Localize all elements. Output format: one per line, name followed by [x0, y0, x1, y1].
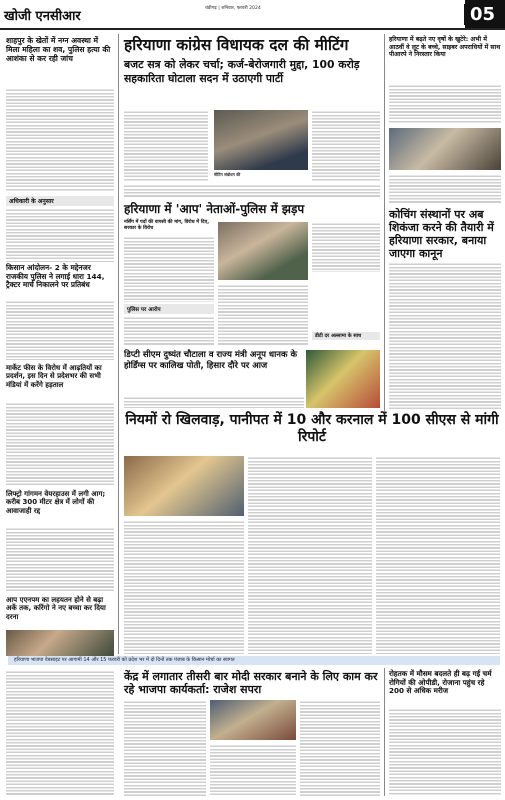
left-headline-4: मार्केट फीस के विरोध में आढ़तियों का प्रदर्शन, इस दिन से प्रदेशभर की सभी मंडियां में करेंगे हड़ताल	[6, 364, 102, 389]
article-body	[6, 402, 114, 486]
ceremony-photo	[124, 456, 244, 516]
article-body	[210, 744, 296, 796]
headline-modi-govt: केंद्र में लगातार तीसरी बार मोदी सरकार बनाने के लिए काम कर रहे भाजपा कार्यकर्ता: राजेश सपरा	[124, 670, 378, 697]
article-body	[389, 84, 501, 124]
main-subhead: बजट सत्र को लेकर चर्चा; कर्ज-बेरोजगारी मुद्दा, 100 करोड़ सहकारिता घोटाला सदन में उठाएगी पार्टी	[124, 58, 360, 85]
left-headline-3: किसान आंदोलन- 2 के मद्देनजर राजकीय पुलिस ने लगाई धारा 144, ट्रैक्टर मार्च निकालने पर प्रतिबंध	[6, 263, 105, 290]
article-body	[300, 700, 380, 796]
subhead-police-allegation: पुलिस पर आरोप	[124, 304, 214, 314]
article-body	[124, 110, 208, 182]
subhead-aap-police: हरियाणा में 'आप' नेताओं-पुलिस में झड़प	[124, 202, 305, 216]
column-divider	[118, 34, 119, 654]
protest-photo	[218, 222, 308, 280]
article-body	[389, 708, 501, 796]
left-headline-6: आप एएनपम का लहयतन होने से बढ़ा अर्के तक, करिंगो ने नए बच्चा कर दिया दरना	[6, 596, 106, 621]
article-body	[312, 222, 380, 272]
article-body	[389, 174, 501, 204]
headline-panipat-karnal: नियमों रो खिलवाड़, पानीपत में 10 और करनाल में 100 सीएस से मांगी रिपोर्ट	[125, 412, 499, 445]
right-headline-rohtak: रोहतक में मौसम बदलते ही बढ़ गई चर्म रोगियों की ओपीडी, रोजाना पहुंच रहे 200 से अधिक मरीज	[389, 669, 492, 696]
article-body	[6, 670, 114, 796]
photo-caption: मीटिंग संबोधन की	[214, 172, 241, 177]
column-divider	[384, 668, 385, 796]
article-body	[124, 236, 214, 302]
headline-hoardings: डिप्टी सीएम दुष्यंत चौटाला व राज्य मंत्री अनूप धानक के होर्डिंग्स पर कालिख पोती, हिसार दौरे पर आज	[124, 350, 298, 371]
article-body	[124, 700, 206, 796]
edition-line: चंडीगढ़ | शनिवार, फरवरी 2024	[205, 6, 261, 11]
left-headline-5: लिफ्ट्रो गांगमन वेयरहाउस में लगी आग; करीब 300 मीटर क्षेत्र में लोगों की आवाजाही रद्द	[6, 490, 106, 515]
left-photo	[6, 630, 114, 656]
article-body	[248, 456, 372, 654]
article-body	[6, 527, 114, 591]
masthead	[0, 0, 505, 30]
page-number: 05	[464, 4, 501, 25]
left-headline-1: शाहपुर के खेतों में नग्न अवस्था में मिला महिला का शव, पुलिस हत्या की आशंका से कर रही जांच	[6, 36, 111, 63]
article-body	[6, 208, 114, 262]
article-body	[389, 262, 501, 410]
article-body	[218, 284, 308, 346]
main-meeting-photo	[214, 110, 308, 170]
article-body	[6, 88, 114, 192]
worker-meeting-photo	[210, 700, 296, 740]
left-subhead-2: अधिकारी के अनुसार	[6, 196, 114, 206]
article-body	[376, 456, 500, 654]
right-headline-coaching: कोचिंग संस्थानों पर अब शिकंजा करने की तैयारी में हरियाणा सरकार, बनाया जाएगा कानून	[389, 208, 494, 260]
hoarding-photo	[306, 350, 380, 408]
article-body	[312, 110, 380, 182]
main-headline: हरियाणा कांग्रेस विधायक दल की मीटिंग	[124, 36, 349, 54]
banner-strip: हरियाणा भाजपा वेबसाइट पर आगामी 14 और 15 फरवरी को प्रदेश भर में दो दिनों तक पंजाब के किसान मोर्चा का स्वागत	[8, 656, 500, 665]
article-body	[6, 300, 114, 360]
right-headline-1: हरियाणा में बढ़ते नए वृषों के खुटेरे: अभी में आठवीं वे लूट के बच्चे, साइबर अपराधियों में साथ पीआरपे ने निरस्तार किया	[389, 36, 501, 59]
article-body	[124, 184, 380, 198]
article-body	[124, 396, 304, 408]
right-photo-officers	[389, 128, 501, 170]
column-divider	[384, 34, 385, 414]
article-body	[124, 316, 214, 346]
aap-kicker: नर्सिंग में पदों की वापसी की मांग, विरोध में दिए, सरकार के विरोध	[124, 220, 210, 231]
newspaper-logo: खोजी एनसीआर	[4, 9, 81, 24]
article-body	[124, 520, 244, 654]
subhead-dt-allama: डीटी दर अल्लामा के साथ	[312, 332, 380, 340]
